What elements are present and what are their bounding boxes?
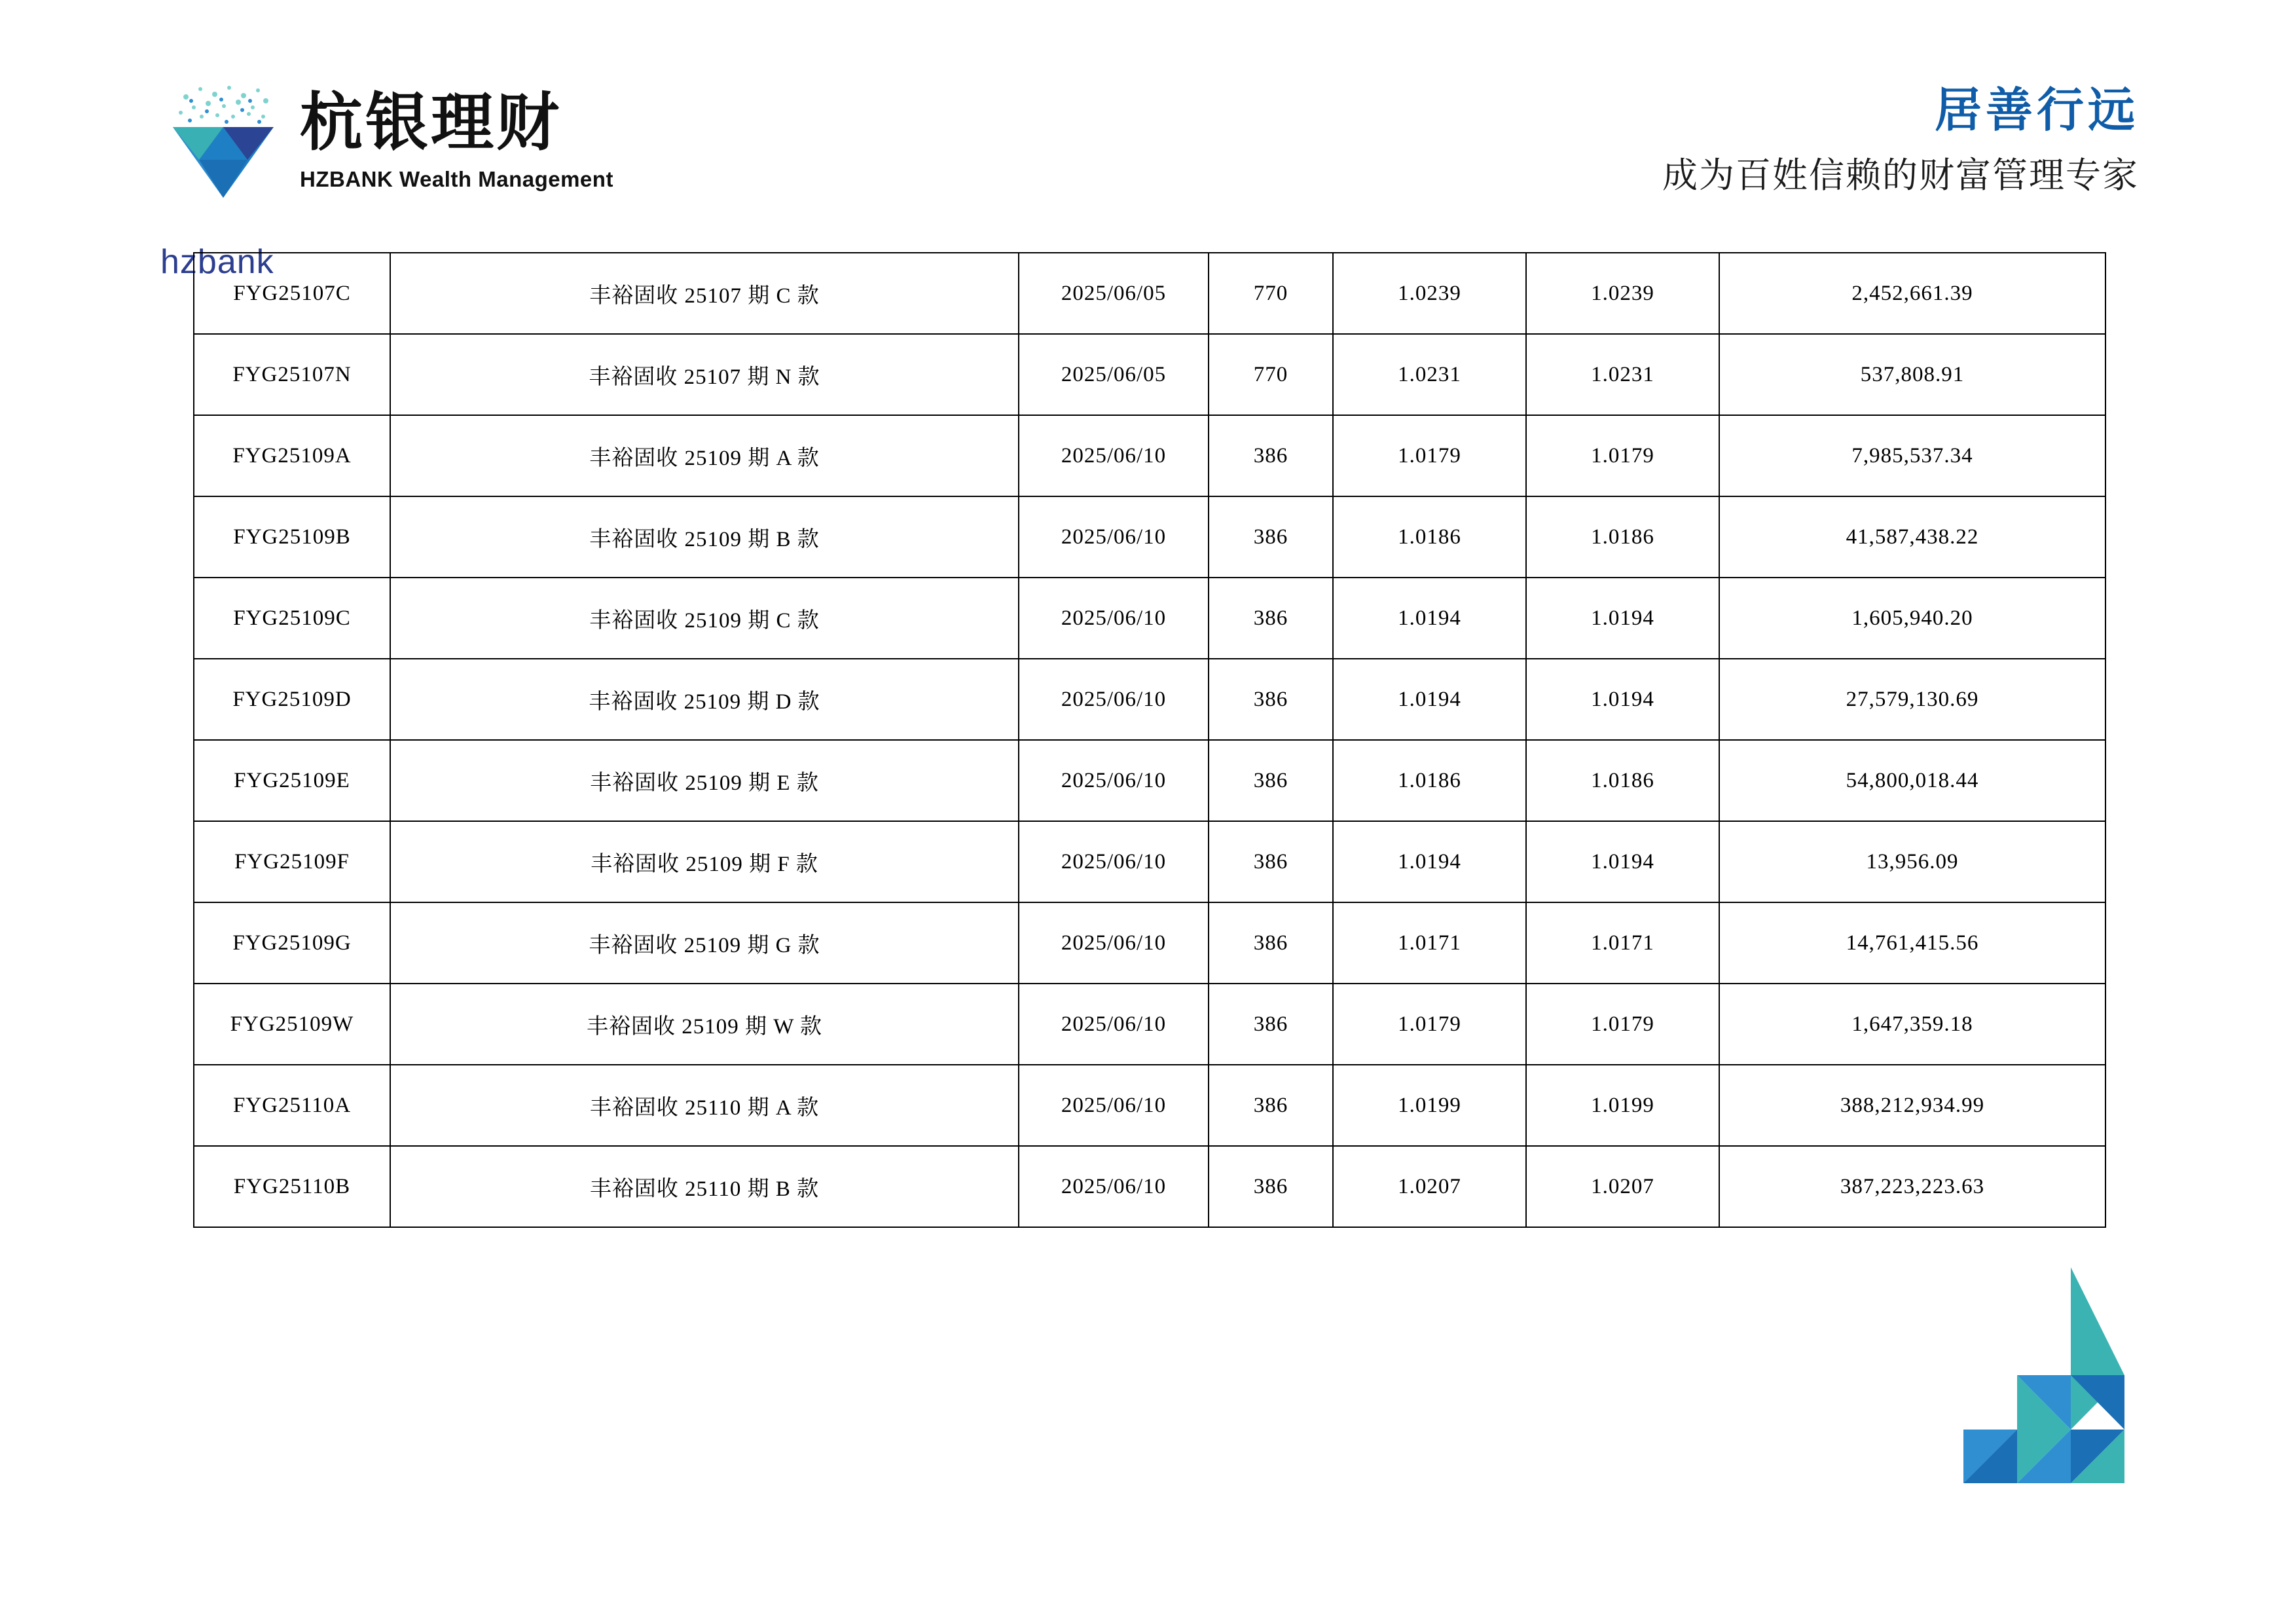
- table-row: [194, 253, 2105, 334]
- cell-scale: 41,587,438.22: [1719, 496, 2105, 578]
- slogan-main: 居善行远: [1934, 84, 2139, 137]
- cell-fund-name: 丰裕固收 25109 期 E 款: [390, 740, 1019, 821]
- cell-fund-code: FYG25109W: [194, 984, 390, 1065]
- cell-cumulative-nav: 1.0179: [1526, 415, 1719, 496]
- slogan-sub: 成为百姓信赖的财富管理专家: [1662, 156, 2139, 196]
- cell-fund-name: 丰裕固收 25110 期 A 款: [390, 1065, 1019, 1146]
- cell-unit-nav: 1.0194: [1333, 659, 1526, 740]
- cell-value-date: 2025/06/10: [1019, 821, 1209, 902]
- brand-lockup: [161, 79, 613, 200]
- cell-fund-name: 丰裕固收 25109 期 B 款: [390, 496, 1019, 578]
- cell-cumulative-nav: 1.0194: [1526, 578, 1719, 659]
- cell-unit-nav: 1.0186: [1333, 496, 1526, 578]
- cell-value-date: 2025/06/05: [1019, 253, 1209, 334]
- cell-cumulative-nav: 1.0239: [1526, 253, 1719, 334]
- cell-value-date: 2025/06/10: [1019, 984, 1209, 1065]
- brand-name-en: HZBANK Wealth Management: [300, 166, 613, 191]
- cell-fund-code: FYG25110A: [194, 1065, 390, 1146]
- cell-unit-nav: 1.0231: [1333, 334, 1526, 415]
- cell-value-date: 2025/06/10: [1019, 496, 1209, 578]
- cell-term-days: 386: [1209, 415, 1333, 496]
- cell-term-days: 386: [1209, 1065, 1333, 1146]
- cell-unit-nav: 1.0171: [1333, 902, 1526, 984]
- cell-fund-code: FYG25107N: [194, 334, 390, 415]
- table-row: [194, 334, 2105, 415]
- cell-fund-name: 丰裕固收 25109 期 A 款: [390, 415, 1019, 496]
- cell-fund-name: 丰裕固收 25107 期 C 款: [390, 253, 1019, 334]
- cell-term-days: 386: [1209, 659, 1333, 740]
- table-row: [194, 1146, 2105, 1227]
- cell-cumulative-nav: 1.0186: [1526, 740, 1719, 821]
- cell-cumulative-nav: 1.0194: [1526, 821, 1719, 902]
- brand-text-block: [300, 79, 613, 192]
- cell-cumulative-nav: 1.0199: [1526, 1065, 1719, 1146]
- table-row: [194, 1065, 2105, 1146]
- cell-fund-code: FYG25109C: [194, 578, 390, 659]
- cell-term-days: 770: [1209, 253, 1333, 334]
- cell-value-date: 2025/06/10: [1019, 659, 1209, 740]
- cell-scale: 1,605,940.20: [1719, 578, 2105, 659]
- cell-fund-code: FYG25109B: [194, 496, 390, 578]
- brand-name-cn: 杭银理财: [300, 88, 562, 158]
- cell-scale: 387,223,223.63: [1719, 1146, 2105, 1227]
- fund-table-container: [193, 252, 2105, 1228]
- cell-cumulative-nav: 1.0194: [1526, 659, 1719, 740]
- table-row: [194, 578, 2105, 659]
- cell-fund-code: FYG25109A: [194, 415, 390, 496]
- cell-cumulative-nav: 1.0179: [1526, 984, 1719, 1065]
- cell-fund-code: FYG25110B: [194, 1146, 390, 1227]
- cell-unit-nav: 1.0194: [1333, 821, 1526, 902]
- cell-scale: 537,808.91: [1719, 334, 2105, 415]
- cell-scale: 388,212,934.99: [1719, 1065, 2105, 1146]
- page-header: [0, 72, 2296, 281]
- table-row: [194, 984, 2105, 1065]
- cell-scale: 1,647,359.18: [1719, 984, 2105, 1065]
- slogan-block: [1662, 85, 2139, 198]
- hzbank-diamond-logo-icon: [161, 79, 285, 200]
- cell-scale: 7,985,537.34: [1719, 415, 2105, 496]
- cell-term-days: 386: [1209, 578, 1333, 659]
- cell-scale: 2,452,661.39: [1719, 253, 2105, 334]
- cell-cumulative-nav: 1.0231: [1526, 334, 1719, 415]
- cell-unit-nav: 1.0194: [1333, 578, 1526, 659]
- cell-unit-nav: 1.0179: [1333, 415, 1526, 496]
- fund-table: [193, 252, 2106, 1228]
- brand-bank-wordmark: hzbank: [160, 243, 274, 281]
- cell-value-date: 2025/06/10: [1019, 902, 1209, 984]
- table-row: [194, 496, 2105, 578]
- table-row: [194, 659, 2105, 740]
- table-row: [194, 902, 2105, 984]
- table-row: [194, 740, 2105, 821]
- cell-fund-name: 丰裕固收 25110 期 B 款: [390, 1146, 1019, 1227]
- cell-value-date: 2025/06/10: [1019, 1146, 1209, 1227]
- cell-value-date: 2025/06/10: [1019, 415, 1209, 496]
- cell-value-date: 2025/06/10: [1019, 1065, 1209, 1146]
- cell-cumulative-nav: 1.0207: [1526, 1146, 1719, 1227]
- cell-fund-name: 丰裕固收 25109 期 C 款: [390, 578, 1019, 659]
- cell-fund-code: FYG25109D: [194, 659, 390, 740]
- cell-term-days: 386: [1209, 902, 1333, 984]
- cell-unit-nav: 1.0186: [1333, 740, 1526, 821]
- cell-term-days: 386: [1209, 1146, 1333, 1227]
- table-row: [194, 415, 2105, 496]
- cell-term-days: 386: [1209, 496, 1333, 578]
- cell-unit-nav: 1.0239: [1333, 253, 1526, 334]
- cell-term-days: 386: [1209, 821, 1333, 902]
- cell-fund-name: 丰裕固收 25109 期 W 款: [390, 984, 1019, 1065]
- cell-cumulative-nav: 1.0171: [1526, 902, 1719, 984]
- table-row: [194, 821, 2105, 902]
- cell-fund-name: 丰裕固收 25109 期 D 款: [390, 659, 1019, 740]
- cell-scale: 54,800,018.44: [1719, 740, 2105, 821]
- hzbank-triangle-mark-icon: [1902, 1261, 2151, 1486]
- cell-term-days: 386: [1209, 984, 1333, 1065]
- cell-value-date: 2025/06/10: [1019, 578, 1209, 659]
- cell-scale: 13,956.09: [1719, 821, 2105, 902]
- cell-scale: 27,579,130.69: [1719, 659, 2105, 740]
- cell-term-days: 386: [1209, 740, 1333, 821]
- cell-fund-code: FYG25109F: [194, 821, 390, 902]
- cell-fund-name: 丰裕固收 25109 期 F 款: [390, 821, 1019, 902]
- cell-fund-name: 丰裕固收 25107 期 N 款: [390, 334, 1019, 415]
- cell-unit-nav: 1.0179: [1333, 984, 1526, 1065]
- cell-fund-code: FYG25109E: [194, 740, 390, 821]
- cell-term-days: 770: [1209, 334, 1333, 415]
- cell-unit-nav: 1.0207: [1333, 1146, 1526, 1227]
- cell-fund-code: FYG25109G: [194, 902, 390, 984]
- cell-scale: 14,761,415.56: [1719, 902, 2105, 984]
- cell-value-date: 2025/06/05: [1019, 334, 1209, 415]
- cell-fund-code: FYG25107C: [194, 253, 390, 334]
- cell-value-date: 2025/06/10: [1019, 740, 1209, 821]
- cell-unit-nav: 1.0199: [1333, 1065, 1526, 1146]
- cell-cumulative-nav: 1.0186: [1526, 496, 1719, 578]
- cell-fund-name: 丰裕固收 25109 期 G 款: [390, 902, 1019, 984]
